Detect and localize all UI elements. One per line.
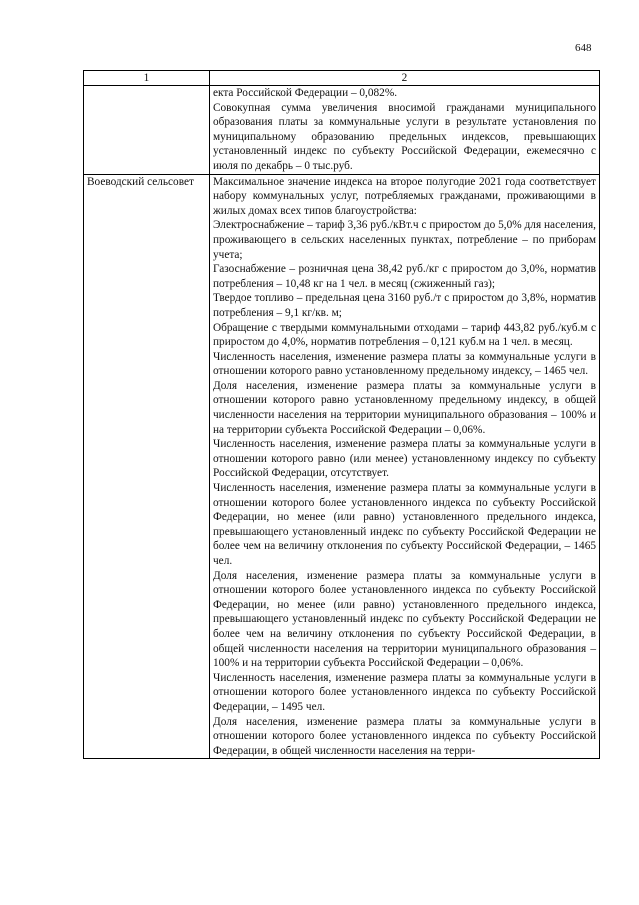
paragraph: Доля населения, изменение размера платы за коммунальные услуги в отношении которого более установленного индекса по субъекту Российской Федерации, в общей численности населения на терри- (213, 715, 596, 757)
paragraph: Численность населения, изменение размера платы за коммунальные услуги в отношении которого равно установленному предельному индексу, – 1465 чел. (213, 350, 596, 378)
row-content (210, 86, 600, 175)
column-header-2: 2 (210, 71, 600, 86)
paragraph: Газоснабжение – розничная цена 38,42 руб./кг с приростом до 3,0%, норматив потребления – 10,48 кг на 1 чел. в месяц (сжиженный газ); (213, 263, 596, 290)
paragraph: Максимальное значение индекса на второе полугодие 2021 года соответствует набору коммунальных услуг, потребляемых гражданами, проживающими в жилых домах всех типов благоустройства: (213, 175, 596, 217)
column-header-1: 1 (84, 71, 210, 86)
table-row (84, 174, 600, 759)
page-number: 648 (575, 42, 592, 54)
paragraph: Электроснабжение – тариф 3,36 руб./кВт.ч с приростом до 5,0% для населения, проживающего в сельских населенных пунктах, потребление – по приборам учета; (213, 219, 596, 261)
paragraph: екта Российской Федерации – 0,082%. (213, 87, 398, 99)
table-header-row (84, 71, 600, 86)
paragraph: Численность населения, изменение размера платы за коммунальные услуги в отношении которого более установленного индекса по субъекту Российской Федерации, – 1495 чел. (213, 671, 596, 713)
paragraph: Доля населения, изменение размера платы за коммунальные услуги в отношении которого более установленного индекса по субъекту Российской Федерации, но менее (или равно) установленного предельного индекса, превышающего установленный индекс по субъекту Российской Федерации не более чем на величину отклонения по субъекту Российской Федерации, в общей численности населения на территории муниципального образования – 100% и на территории субъекта Российской Федерации – 0,06%. (213, 569, 596, 670)
paragraph: Доля населения, изменение размера платы за коммунальные услуги в отношении которого равно установленному предельному индексу, в общей численности населения на территории муниципального образования – 100% и на территории субъекта Российской Федерации – 0,06%. (213, 379, 596, 436)
paragraph: Твердое топливо – предельная цена 3160 руб./т с приростом до 3,8%, норматив потребления – 9,1 кг/кв. м; (213, 292, 596, 319)
row-content (210, 174, 600, 759)
paragraph: Совокупная сумма увеличения вносимой гражданами муниципального образования платы за коммунальные услуги в результате установления по муниципальному образованию предельных индексов, превышающих установленный индекс по субъекту Российской Федерации, ежемесячно с июля по декабрь – 0 тыс.руб. (213, 101, 596, 172)
document-table (83, 70, 600, 759)
paragraph: Обращение с твердыми коммунальными отходами – тариф 443,82 руб./куб.м с приростом до 4,0%, норматив потребления – 0,121 куб.м на 1 чел. в месяц. (213, 321, 596, 349)
row-label-municipality: Воеводский сельсовет (84, 174, 210, 759)
row-label (84, 86, 210, 175)
paragraph: Численность населения, изменение размера платы за коммунальные услуги в отношении которого более установленного индекса по субъекту Российской Федерации, но менее (или равно) установленного предельного индекса, превышающего установленный индекс по субъекту Российской Федерации не более чем на величину отклонения по субъекту Российской Федерации, – 1465 чел. (213, 482, 596, 567)
paragraph: Численность населения, изменение размера платы за коммунальные услуги в отношении которого равно (или менее) установленному индексу по субъекту Российской Федерации, отсутствует. (213, 438, 596, 480)
table-row (84, 86, 600, 175)
